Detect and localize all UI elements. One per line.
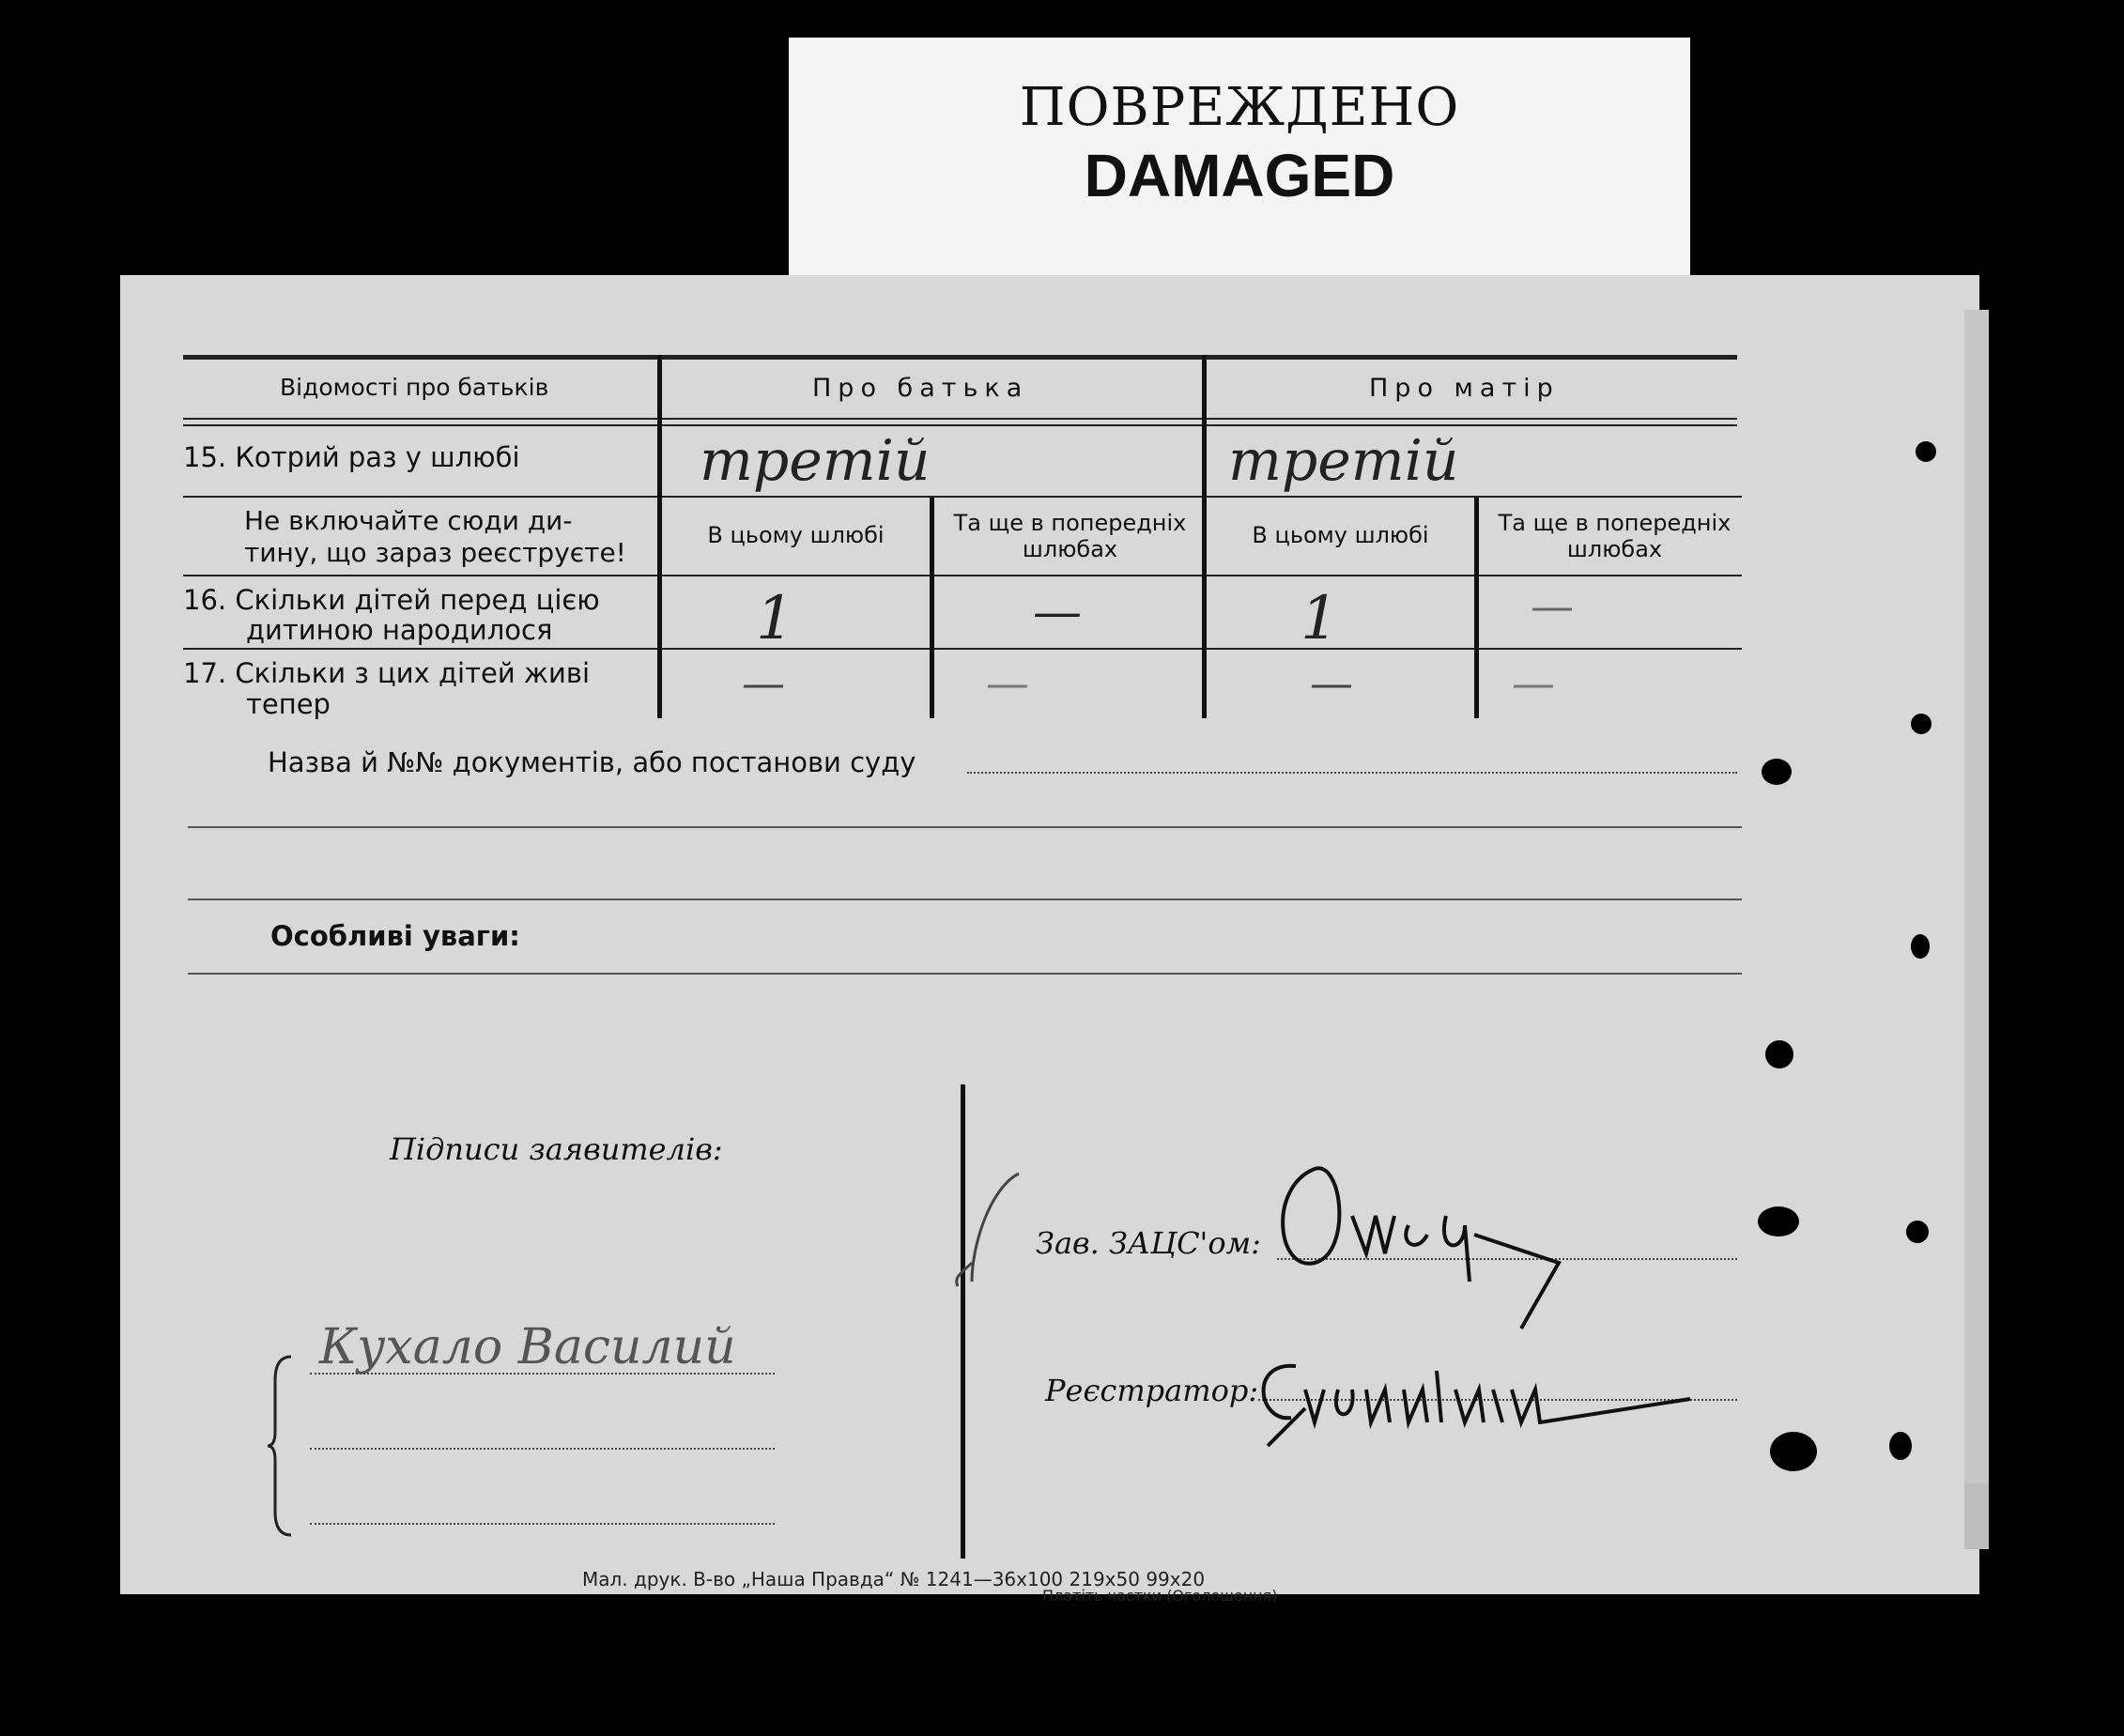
applicant-sign-line-2 [310, 1448, 775, 1450]
row15-father-handwritten: третій [700, 428, 931, 494]
applicant-sign-line-3 [310, 1523, 775, 1525]
registrar-label: Реєстратор: [1045, 1373, 1259, 1408]
table-header-rule [183, 418, 1737, 420]
row15-mother-handwritten: третій [1228, 428, 1459, 494]
row16-rule [183, 648, 1742, 650]
row15-rule [183, 496, 1742, 498]
applicants-bracket [268, 1352, 296, 1540]
filing-hole [1889, 1432, 1912, 1460]
documents-label: Назва й №№ документів, або постанови суду [268, 746, 916, 778]
row15-label: 15. Котрий раз у шлюбі [183, 441, 520, 473]
subheader-father-this-marriage: В цьому шлюбі [707, 522, 885, 548]
filing-hole [1765, 1040, 1793, 1068]
row17-father-prev: — [986, 657, 1029, 708]
sheet-edge [1964, 310, 1989, 1483]
applicant-signature-1: Кухало Василий [319, 1319, 736, 1375]
header-about-mother: Про матір [1369, 374, 1560, 403]
row17-father-this: — [742, 657, 785, 708]
registrar-signature-mark [1249, 1333, 1718, 1455]
row16-label-line2: дитиною народилося [246, 614, 553, 646]
remarks-rule [188, 973, 1742, 975]
row16-mother-this: 1 [1301, 584, 1339, 653]
table-top-rule [183, 355, 1737, 360]
sheet-edge-lower [1964, 1483, 1989, 1549]
documents-dotted-line [967, 772, 1737, 774]
row17-label-line2: тепер [246, 688, 331, 720]
subheader-father-prev-marriages-2: шлюбах [1022, 536, 1118, 562]
head-signature-mark [1277, 1150, 1587, 1329]
printer-imprint: Мал. друк. В-во „Наша Правда“ № 1241—36х100 219х50 99х20 [582, 1568, 1206, 1590]
note-line1: Не включайте сюди ди- [244, 505, 573, 536]
row17-mother-this: — [1310, 657, 1353, 708]
row16-father-prev: — [1033, 584, 1082, 640]
note-line2: тину, що зараз реєструєте! [244, 537, 626, 568]
header-parents-info: Відомості про батьків [280, 374, 549, 401]
filing-hole [1762, 759, 1792, 785]
filing-hole [1758, 1206, 1799, 1237]
filing-hole [1911, 934, 1930, 959]
damaged-label-english: DAMAGED [1084, 142, 1395, 209]
documents-rule-1 [188, 826, 1742, 828]
applicants-label: Підписи заявителів: [390, 1131, 723, 1167]
signature-column-divider [961, 1084, 965, 1559]
subheader-mother-prev-marriages-2: шлюбах [1566, 536, 1663, 562]
row17-label-line1: 17. Скільки з цих дітей живі [183, 657, 591, 689]
table-header-rule-double [183, 424, 1737, 426]
row16-label-line1: 16. Скільки дітей перед цією [183, 584, 600, 616]
subheader-mother-prev-marriages-1: Та ще в попередніх [1498, 510, 1732, 536]
damaged-label-ukrainian: ПОВРЕЖДЕНО [1019, 77, 1460, 138]
filing-hole [1770, 1432, 1817, 1471]
documents-rule-2 [188, 899, 1742, 900]
filing-hole [1916, 441, 1936, 462]
row17-mother-prev: — [1512, 657, 1555, 708]
column-divider-father-sub [930, 498, 934, 718]
subheader-rule [183, 575, 1742, 576]
head-of-registry-label: Зав. ЗАЦС'ом: [1036, 1225, 1261, 1261]
applicant-sign-line-1 [310, 1373, 775, 1375]
filing-hole [1911, 714, 1932, 734]
header-about-father: Про батька [812, 374, 1029, 403]
margin-flourish-mark [953, 1169, 1028, 1291]
subheader-mother-this-marriage: В цьому шлюбі [1252, 522, 1429, 548]
remarks-label: Особливі уваги: [270, 920, 520, 952]
row16-mother-prev: — [1531, 580, 1574, 631]
subheader-father-prev-marriages-1: Та ще в попередніх [953, 510, 1187, 536]
filing-hole [1906, 1221, 1929, 1243]
footer-small-text: Платіть частки (Оголошення) [1042, 1587, 1278, 1605]
column-divider-mother-sub [1474, 498, 1479, 718]
row16-father-this: 1 [756, 584, 794, 653]
